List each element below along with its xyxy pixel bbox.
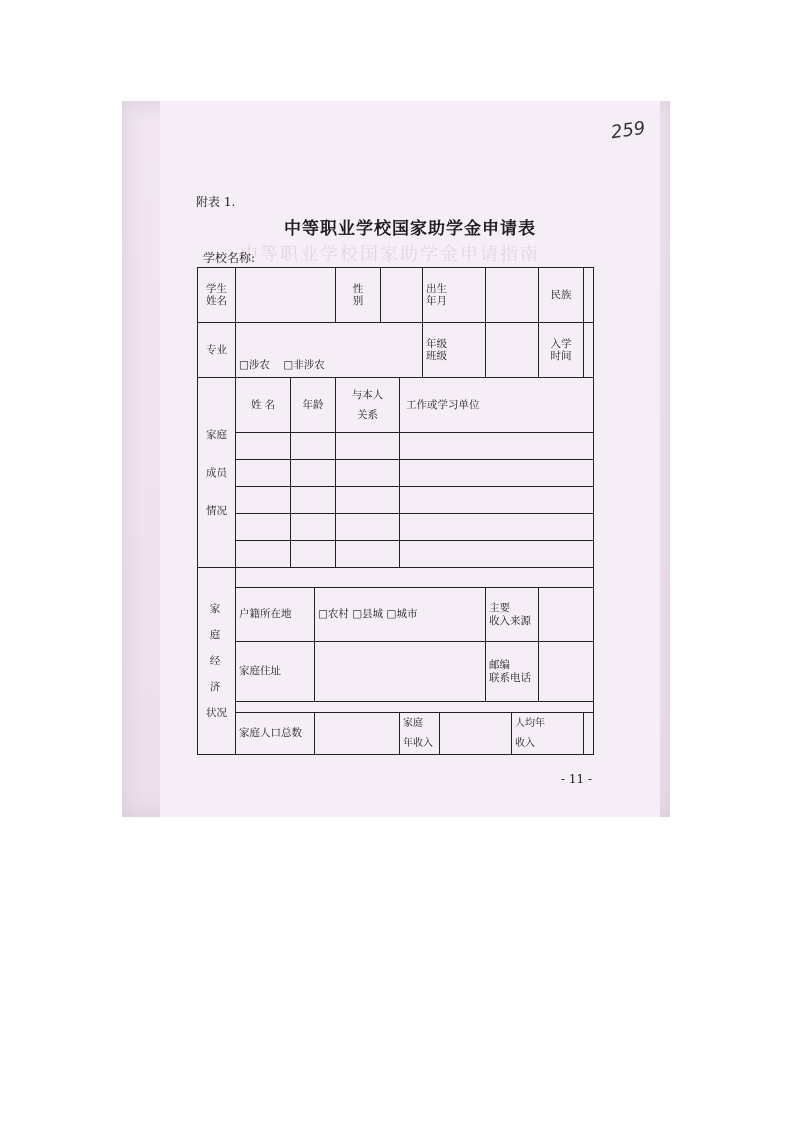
- birth-date-field[interactable]: [486, 268, 539, 323]
- ethnicity-field[interactable]: [584, 268, 594, 323]
- family-member-row: [198, 433, 594, 460]
- member-age-field[interactable]: [291, 541, 336, 568]
- member-relation-header: 与本人 关系: [336, 378, 400, 433]
- economy-spacer-row: [236, 568, 594, 588]
- gender-field[interactable]: [381, 268, 423, 323]
- application-form-table: [197, 267, 594, 755]
- handwritten-note: 259: [609, 117, 647, 144]
- member-work-field[interactable]: [400, 514, 594, 541]
- member-work-header: 工作或学习单位: [400, 378, 594, 433]
- grade-class-field[interactable]: [486, 323, 539, 378]
- major-field[interactable]: [236, 323, 423, 378]
- member-name-header: 姓 名: [236, 378, 291, 433]
- enrollment-date-field[interactable]: [584, 323, 594, 378]
- per-capita-income-field[interactable]: [584, 713, 594, 755]
- per-capita-income-label: 人均年 收入: [512, 713, 584, 755]
- address-label: 家庭住址: [236, 642, 315, 702]
- major-label: 专业: [198, 323, 236, 378]
- member-name-field[interactable]: [236, 541, 291, 568]
- member-relation-field[interactable]: [336, 514, 400, 541]
- rural-checkbox[interactable]: □农村: [318, 608, 349, 621]
- family-member-row: [198, 460, 594, 487]
- member-name-field[interactable]: [236, 433, 291, 460]
- member-relation-field[interactable]: [336, 541, 400, 568]
- student-name-field[interactable]: [236, 268, 336, 323]
- enrollment-date-label: 入学 时间: [539, 323, 584, 378]
- birth-date-label: 出生 年月: [423, 268, 486, 323]
- household-size-field[interactable]: [315, 713, 400, 755]
- ethnicity-label: 民族: [539, 268, 584, 323]
- member-name-field[interactable]: [236, 514, 291, 541]
- student-name-label: 学生 姓名: [198, 268, 236, 323]
- member-age-field[interactable]: [291, 460, 336, 487]
- member-work-field[interactable]: [400, 541, 594, 568]
- household-size-label: 家庭人口总数: [236, 713, 315, 755]
- economic-status-section-label: 家 庭 经 济 状况: [198, 568, 236, 755]
- agri-checkbox[interactable]: □涉农: [239, 358, 270, 371]
- member-relation-field[interactable]: [336, 487, 400, 514]
- attachment-label: 附表 1.: [196, 195, 236, 209]
- family-member-row: [198, 514, 594, 541]
- address-field[interactable]: [315, 642, 486, 702]
- economy-divider-row: [236, 702, 594, 713]
- member-age-header: 年龄: [291, 378, 336, 433]
- county-checkbox[interactable]: □县城: [352, 608, 384, 621]
- member-age-field[interactable]: [291, 433, 336, 460]
- postcode-phone-label: 邮编 联系电话: [486, 642, 539, 702]
- hukou-label: 户籍所在地: [236, 588, 315, 642]
- family-member-row: [198, 487, 594, 514]
- gender-label: 性 别: [336, 268, 381, 323]
- school-name-label: 学校名称:: [203, 251, 256, 265]
- member-work-field[interactable]: [400, 487, 594, 514]
- nonagri-checkbox[interactable]: □非涉农: [283, 358, 325, 371]
- member-work-field[interactable]: [400, 460, 594, 487]
- member-name-field[interactable]: [236, 460, 291, 487]
- postcode-phone-field[interactable]: [539, 642, 594, 702]
- family-members-section-label: 家庭 成员 情况: [198, 378, 236, 568]
- member-age-field[interactable]: [291, 487, 336, 514]
- member-work-field[interactable]: [400, 433, 594, 460]
- income-source-label: 主要 收入来源: [486, 588, 539, 642]
- income-source-field[interactable]: [539, 588, 594, 642]
- family-income-label: 家庭 年收入: [400, 713, 440, 755]
- form-title: 中等职业学校国家助学金申请表: [284, 219, 536, 239]
- member-relation-field[interactable]: [336, 433, 400, 460]
- member-relation-field[interactable]: [336, 460, 400, 487]
- hukou-options[interactable]: [315, 588, 486, 642]
- grade-class-label: 年级 班级: [423, 323, 486, 378]
- family-income-field[interactable]: [440, 713, 512, 755]
- member-name-field[interactable]: [236, 487, 291, 514]
- city-checkbox[interactable]: □城市: [386, 608, 418, 621]
- bleed-through-heading: 中等职业学校国家助学金申请指南: [240, 244, 540, 265]
- family-member-row: [198, 541, 594, 568]
- page-number: - 11 -: [561, 772, 593, 786]
- member-age-field[interactable]: [291, 514, 336, 541]
